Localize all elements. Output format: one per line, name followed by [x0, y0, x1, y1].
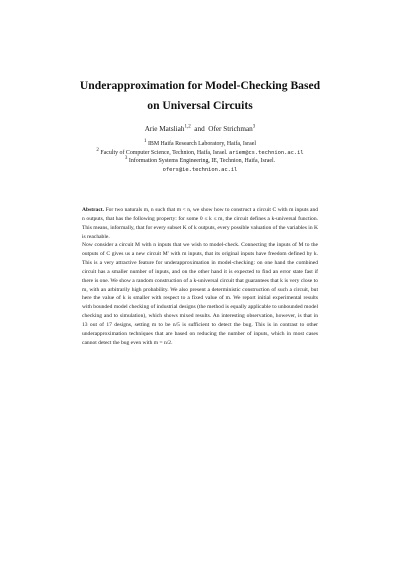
affiliation-3-email[interactable]: ofers@ie.technion.ac.il [162, 166, 238, 173]
author-line [40, 124, 360, 134]
affiliation-2-email[interactable]: ariem@cs.technion.ac.il [228, 149, 304, 156]
affiliation-3-email-line [30, 166, 370, 175]
affiliation-2 [30, 149, 370, 158]
affiliation-1 [30, 140, 370, 149]
abstract-label: Abstract. [82, 207, 105, 213]
author-1-affil-mark: 1,2 [184, 124, 191, 130]
affiliation-2-text: Faculty of Computer Science, Technion, Haifa, Israel. [100, 149, 228, 156]
abstract [82, 206, 318, 348]
affiliation-3 [30, 157, 370, 166]
author-2-affil-mark: 3 [252, 124, 256, 130]
author-separator: and [194, 125, 205, 133]
abstract-paragraph-1 [82, 206, 318, 241]
affiliation-3-text: Information Systems Engineering, IE, Technion, Haifa, Israel. [128, 158, 276, 165]
affiliation-1-mark: 1 [143, 139, 147, 145]
affiliations [30, 140, 370, 174]
affiliation-3-mark: 3 [124, 156, 128, 162]
title-line-2: on Universal Circuits [147, 99, 253, 112]
title-line-1: Underapproximation for Model-Checking Based [79, 79, 321, 92]
author-1: Arie Matsliah [144, 125, 185, 133]
paper-title [40, 76, 360, 116]
abstract-paragraph-1-text: For two naturals m, n such that m < n, we show how to construct a circuit C with m inputs and n outputs, that has the following property: for some 0 ≤ k ≤ m, the circuit defines a k-universal function. This means, informally, that for every subset K of k outputs, every possible valuation of the variables in K is reachable. [82, 207, 318, 240]
affiliation-2-mark: 2 [96, 147, 99, 153]
affiliation-1-text: IBM Haifa Research Laboratory, Haifa, Israel [147, 141, 257, 147]
author-2: Ofer Strichman [208, 125, 253, 133]
abstract-paragraph-2: Now consider a circuit M with n inputs that we wish to model-check. Connecting the inputs of M to the outputs of C gives us a new circuit M′ with m inputs, that its original inputs have freedom defined by k. This is a very attractive feature for underapproximation in model-checking: on one hand the combined circuit has a smaller number of inputs, and on the other hand it is expected to find an error state fast if there is one. We show a random construction of a k-universal circuit that guarantees that k is very close to m, with an arbitrarily high probability. We also present a deterministic construction of such a circuit, but here the value of k is smaller with respect to a fixed value of m. We report initial experimental results with bounded model checking of industrial designs (the method is equally applicable to unbounded model checking and to simulation), which shows mixed results. An interesting observation, however, is that in 13 out of 17 designs, setting m to be n/5 is sufficient to detect the bug. This is in contrast to other underapproximation techniques that are based on reducing the number of inputs, which in most cases cannot detect the bug even with m = n/2. [82, 242, 318, 346]
